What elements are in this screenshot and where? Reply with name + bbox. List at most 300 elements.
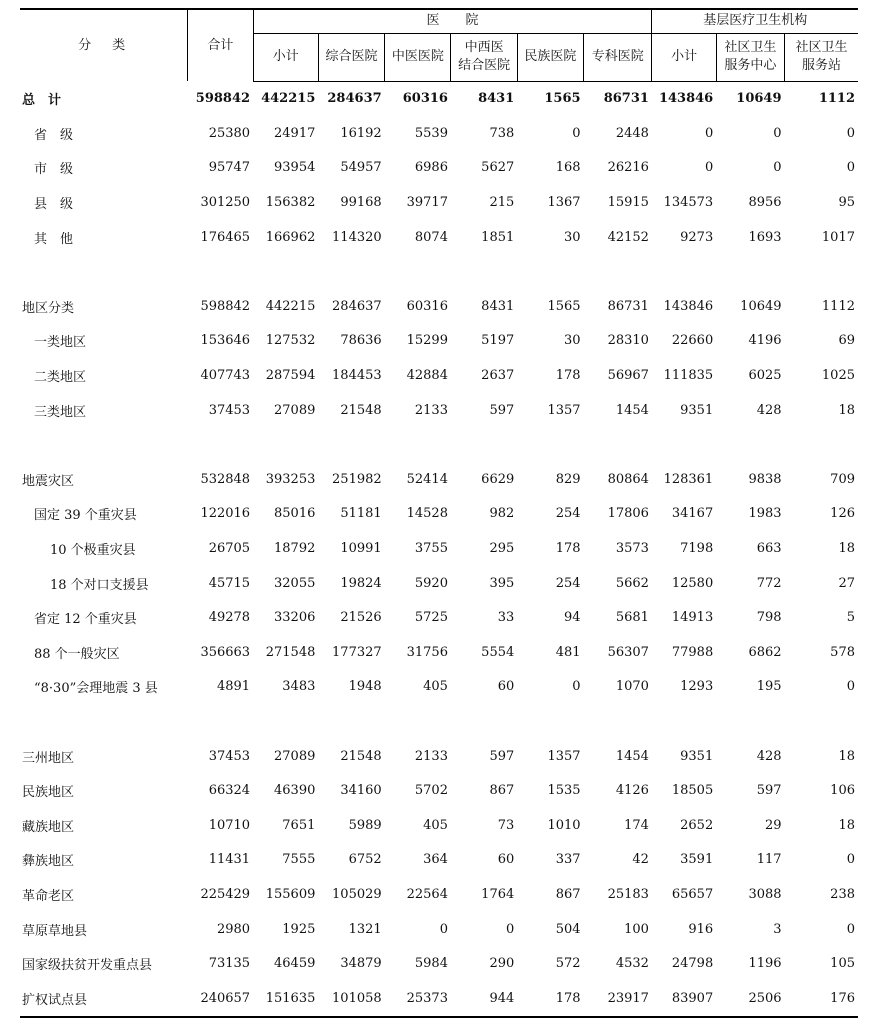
table-cell: 42 [632, 852, 649, 868]
table-cell: 442215 [265, 298, 316, 314]
table-cell: 9838 [748, 471, 782, 487]
table-cell: 598842 [200, 298, 251, 314]
header-hospital-col: 专科医院 [584, 33, 652, 81]
table-cell: 176465 [200, 229, 251, 245]
table-cell: 195 [756, 679, 782, 695]
table-cell: 1764 [481, 886, 515, 902]
table-cell: 21526 [340, 610, 382, 626]
table-cell: 798 [756, 610, 782, 626]
table-cell: 0 [846, 125, 855, 141]
table-cell: 254 [555, 506, 581, 522]
table-cell: 77988 [671, 644, 714, 660]
table-row [20, 324, 858, 359]
table-cell: 46390 [274, 783, 316, 799]
table-cell: 481 [555, 644, 581, 660]
table-cell: 225429 [200, 886, 251, 902]
table-cell: 1851 [481, 229, 515, 245]
row-label: 省 级 [34, 127, 74, 143]
table-cell: 45715 [208, 575, 251, 591]
table-row [20, 358, 858, 393]
table-cell: 5662 [615, 575, 649, 591]
table-cell: 143846 [663, 298, 714, 314]
table-cell: 1565 [547, 298, 581, 314]
table-cell: 301250 [200, 195, 251, 211]
table-cell: 95 [838, 195, 855, 211]
table-cell: 151635 [253, 981, 318, 1017]
table-cell: 1293 [680, 679, 714, 695]
table-cell: 0 [846, 921, 855, 937]
table-cell: 5197 [481, 333, 515, 349]
table-cell: 27 [838, 575, 855, 591]
table-cell: 11431 [208, 852, 251, 868]
header-hospital-group: 医 院 [253, 9, 652, 33]
row-label: 18 个对口支援县 [50, 577, 149, 593]
table-cell: 34160 [340, 783, 382, 799]
table-cell: 578 [830, 644, 855, 660]
table-cell: 8074 [414, 229, 448, 245]
table-cell: 364 [423, 852, 448, 868]
table-cell: 22564 [406, 886, 448, 902]
table-cell: 504 [555, 921, 581, 937]
table-cell: 597 [489, 748, 515, 764]
table-cell: 127532 [265, 333, 316, 349]
table-cell: 8431 [481, 298, 515, 314]
row-label: 国定 39 个重灾县 [34, 508, 137, 524]
table-cell: 33 [497, 610, 515, 626]
table-cell: 4196 [748, 333, 782, 349]
table-cell: 24798 [671, 956, 714, 972]
table-cell: 18792 [274, 541, 316, 557]
table-cell: 122016 [200, 506, 251, 522]
table-cell: 52414 [406, 471, 448, 487]
header-primary-col: 社区卫生 服务站 [785, 33, 858, 81]
header-hospital-col: 综合医院 [318, 33, 384, 81]
table-cell: 5681 [615, 610, 649, 626]
table-cell: 4891 [216, 679, 251, 695]
table-cell: 7198 [680, 541, 714, 557]
table-cell: 916 [688, 921, 714, 937]
table-row [20, 912, 858, 947]
table-cell: 663 [756, 541, 782, 557]
header-primary-col: 小计 [652, 33, 716, 81]
table-cell: 25380 [208, 125, 251, 141]
table-cell: 86731 [607, 298, 649, 314]
table-cell: 34167 [671, 506, 714, 522]
table-cell: 5539 [414, 125, 448, 141]
table-cell: 60316 [402, 91, 448, 107]
table-cell: 1321 [348, 921, 382, 937]
table-cell: 60 [497, 679, 515, 695]
table-cell: 3755 [414, 541, 448, 557]
table-cell: 14913 [671, 610, 714, 626]
table-cell: 0 [846, 160, 855, 176]
table-cell: 2980 [216, 921, 251, 937]
table-row [20, 289, 858, 324]
table-cell: 100 [624, 921, 649, 937]
row-label: 县 级 [34, 197, 74, 213]
header-primary-col: 社区卫生 服务中心 [716, 33, 784, 81]
row-label: “8·30”会理地震 3 县 [34, 681, 158, 697]
row-label: 三州地区 [22, 750, 75, 766]
table-row [20, 81, 858, 116]
table-cell: 240657 [188, 981, 253, 1017]
table-cell: 42884 [406, 368, 448, 384]
table-cell: 46459 [274, 956, 316, 972]
table-cell: 56307 [607, 644, 649, 660]
table-cell: 287594 [265, 368, 316, 384]
header-category: 分 类 [20, 9, 188, 81]
table-row [20, 670, 858, 705]
table-cell: 26216 [607, 160, 649, 176]
table-cell: 105029 [332, 886, 382, 902]
table-cell: 73 [497, 817, 515, 833]
table-cell: 17806 [607, 506, 649, 522]
table-cell: 295 [489, 541, 515, 557]
table-cell: 0 [846, 852, 855, 868]
table-cell: 18 [838, 402, 855, 418]
table-cell: 2133 [414, 748, 448, 764]
row-label: 其 他 [34, 231, 74, 247]
header-total: 合计 [188, 9, 253, 81]
table-cell: 176 [785, 981, 858, 1017]
table-cell: 3088 [748, 886, 782, 902]
table-body [20, 81, 858, 1017]
table-row [20, 497, 858, 532]
table-cell: 5 [846, 610, 855, 626]
row-label: 10 个极重灾县 [50, 543, 136, 559]
table-cell: 2133 [414, 402, 448, 418]
table-cell: 428 [756, 748, 782, 764]
header-hospital-col: 小计 [253, 33, 318, 81]
row-label: 地区分类 [22, 300, 75, 316]
table-row [20, 739, 858, 774]
table-row [20, 946, 858, 981]
table-cell: 1357 [547, 748, 581, 764]
spacer-row [20, 254, 858, 289]
table-cell: 30 [564, 229, 581, 245]
table-cell: 1196 [748, 956, 782, 972]
table-cell: 65657 [671, 886, 714, 902]
table-cell: 73135 [208, 956, 251, 972]
table-cell: 5984 [414, 956, 448, 972]
table-cell: 37453 [208, 402, 251, 418]
table-row [20, 566, 858, 601]
table-cell: 1983 [748, 506, 782, 522]
table-cell: 23917 [584, 981, 652, 1017]
table-cell: 572 [555, 956, 581, 972]
row-label: 省定 12 个重灾县 [34, 612, 137, 628]
table-cell: 5920 [414, 575, 448, 591]
table-cell: 18 [838, 748, 855, 764]
table-cell: 126 [830, 506, 855, 522]
table-cell: 33206 [274, 610, 316, 626]
table-cell: 597 [489, 402, 515, 418]
table-cell: 10649 [740, 298, 782, 314]
table-cell: 37453 [208, 748, 251, 764]
table-cell: 1454 [615, 402, 649, 418]
table-cell: 12580 [671, 575, 714, 591]
table-row [20, 462, 858, 497]
table-cell: 8956 [748, 195, 782, 211]
table-cell: 215 [489, 195, 515, 211]
table-cell: 56967 [607, 368, 649, 384]
table-cell: 95747 [208, 160, 251, 176]
table-cell: 105 [830, 956, 855, 972]
table-row [20, 808, 858, 843]
table-cell: 7555 [282, 852, 316, 868]
table-cell: 9351 [680, 748, 714, 764]
table-cell: 6986 [414, 160, 448, 176]
table-cell: 0 [773, 160, 782, 176]
row-label: 一类地区 [34, 335, 87, 351]
table-cell: 10649 [736, 91, 782, 107]
table-cell: 10991 [340, 541, 382, 557]
table-row [20, 151, 858, 186]
table-cell: 1112 [821, 298, 855, 314]
table-cell: 5627 [481, 160, 515, 176]
table-cell: 34879 [340, 956, 382, 972]
row-label: 总 计 [22, 93, 62, 109]
table-cell: 5725 [414, 610, 448, 626]
table-cell: 21548 [340, 748, 382, 764]
table-cell: 867 [555, 886, 581, 902]
table-row [20, 773, 858, 808]
table-cell: 111835 [663, 368, 714, 384]
table-cell: 6752 [348, 852, 382, 868]
table-row [20, 531, 858, 566]
table-cell: 60 [497, 852, 515, 868]
row-label: 地震灾区 [22, 473, 75, 489]
table-cell: 405 [423, 817, 448, 833]
table-cell: 14528 [406, 506, 448, 522]
table-cell: 2637 [481, 368, 515, 384]
table-cell: 1693 [748, 229, 782, 245]
table-cell: 1112 [818, 91, 855, 107]
table-row [20, 981, 858, 1017]
table-cell: 54957 [340, 160, 382, 176]
table-cell: 1010 [547, 817, 581, 833]
table-cell: 0 [773, 125, 782, 141]
spacer-row [20, 427, 858, 462]
table-cell: 2448 [615, 125, 649, 141]
table-cell: 10710 [208, 817, 251, 833]
table-cell: 7651 [282, 817, 316, 833]
table-cell: 27089 [274, 402, 316, 418]
spacer-row [20, 704, 858, 739]
table-cell: 284637 [332, 298, 382, 314]
table-cell: 0 [572, 125, 581, 141]
table-cell: 19824 [340, 575, 382, 591]
table-cell: 393253 [265, 471, 316, 487]
table-cell: 395 [489, 575, 515, 591]
table-cell: 51181 [340, 506, 382, 522]
table-cell: 18 [838, 817, 855, 833]
table-cell: 83907 [652, 981, 716, 1017]
table-cell: 128361 [663, 471, 714, 487]
table-cell: 709 [830, 471, 855, 487]
table-cell: 598842 [195, 91, 251, 107]
table-cell: 101058 [318, 981, 384, 1017]
table-cell: 1070 [615, 679, 649, 695]
table-cell: 93954 [274, 160, 316, 176]
row-label: 藏族地区 [22, 819, 75, 835]
table-cell: 177327 [332, 644, 382, 660]
table-cell: 166962 [265, 229, 316, 245]
table-cell: 405 [423, 679, 448, 695]
table-cell: 114320 [332, 229, 382, 245]
table-cell: 1367 [547, 195, 581, 211]
table-cell: 271548 [265, 644, 316, 660]
table-cell: 5989 [348, 817, 382, 833]
table-cell: 94 [564, 610, 581, 626]
table-cell: 597 [756, 783, 782, 799]
table-cell: 738 [489, 125, 515, 141]
table-cell: 66324 [208, 783, 251, 799]
table-cell: 106 [830, 783, 855, 799]
table-cell: 15299 [406, 333, 448, 349]
table-cell: 49278 [208, 610, 251, 626]
table-cell: 184453 [332, 368, 382, 384]
header-primary-group: 基层医疗卫生机构 [652, 9, 858, 33]
table-cell: 168 [555, 160, 581, 176]
table-cell: 0 [846, 679, 855, 695]
table-cell: 238 [830, 886, 855, 902]
table-cell: 0 [572, 679, 581, 695]
table-cell: 143846 [658, 91, 714, 107]
table-cell: 174 [624, 817, 649, 833]
table-cell: 356663 [200, 644, 251, 660]
table-cell: 80864 [607, 471, 649, 487]
table-cell: 78636 [340, 333, 382, 349]
table-cell: 30 [564, 333, 581, 349]
table-cell: 21548 [340, 402, 382, 418]
table-cell: 155609 [265, 886, 316, 902]
table-cell: 6025 [748, 368, 782, 384]
table-cell: 27089 [274, 748, 316, 764]
table-cell: 3 [773, 921, 782, 937]
table-cell: 2652 [680, 817, 714, 833]
table-cell: 60316 [406, 298, 448, 314]
table-cell: 772 [756, 575, 782, 591]
table-cell: 1025 [821, 368, 855, 384]
table-cell: 2506 [716, 981, 784, 1017]
row-label: 市 级 [34, 162, 74, 178]
table-cell: 15915 [607, 195, 649, 211]
table-cell: 28310 [607, 333, 649, 349]
table-row [20, 185, 858, 220]
row-label: 88 个一般灾区 [34, 646, 120, 662]
table-cell: 6862 [748, 644, 782, 660]
table-cell: 3573 [615, 541, 649, 557]
table-cell: 178 [517, 981, 583, 1017]
header-hospital-col: 中医医院 [385, 33, 451, 81]
table-cell: 85016 [274, 506, 316, 522]
table-cell: 1454 [615, 748, 649, 764]
table-cell: 6629 [481, 471, 515, 487]
table-cell: 0 [439, 921, 448, 937]
table-cell: 29 [764, 817, 782, 833]
table-cell: 25183 [607, 886, 649, 902]
table-cell: 1357 [547, 402, 581, 418]
table-row [20, 635, 858, 670]
table-cell: 86731 [603, 91, 649, 107]
row-label: 二类地区 [34, 370, 87, 386]
header-hospital-col: 民族医院 [517, 33, 583, 81]
table-cell: 25373 [385, 981, 451, 1017]
table-cell: 31756 [406, 644, 448, 660]
table-cell: 0 [505, 921, 515, 937]
table-cell: 254 [555, 575, 581, 591]
row-label: 扩权试点县 [20, 981, 188, 1017]
table-cell: 829 [555, 471, 581, 487]
table-cell: 1948 [348, 679, 382, 695]
table-cell: 1017 [821, 229, 855, 245]
table-cell: 153646 [200, 333, 251, 349]
table-cell: 867 [489, 783, 515, 799]
header-hospital-col: 中西医 结合医院 [451, 33, 517, 81]
table-cell: 0 [704, 160, 714, 176]
table-cell: 284637 [327, 91, 382, 107]
table-cell: 3591 [680, 852, 714, 868]
row-label: 彝族地区 [22, 854, 75, 870]
table-cell: 32055 [274, 575, 316, 591]
table-cell: 26705 [208, 541, 251, 557]
table-cell: 134573 [663, 195, 714, 211]
table-cell: 69 [838, 333, 855, 349]
statistics-table [20, 8, 858, 1018]
table-cell: 1565 [544, 91, 581, 107]
table-cell: 251982 [332, 471, 382, 487]
table-cell: 1925 [282, 921, 316, 937]
table-row [20, 843, 858, 878]
table-cell: 9351 [680, 402, 714, 418]
row-label: 三类地区 [34, 404, 87, 420]
table-cell: 156382 [265, 195, 316, 211]
table-cell: 337 [555, 852, 581, 868]
table-cell: 18 [838, 541, 855, 557]
table-cell: 982 [489, 506, 515, 522]
table-cell: 407743 [200, 368, 251, 384]
table-cell: 16192 [340, 125, 382, 141]
table-cell: 42152 [607, 229, 649, 245]
row-label: 民族地区 [22, 785, 75, 801]
table-cell: 22660 [671, 333, 714, 349]
table-cell: 3483 [282, 679, 316, 695]
table-row [20, 220, 858, 255]
table-cell: 944 [451, 981, 517, 1017]
row-label: 国家级扶贫开发重点县 [22, 958, 153, 974]
table-cell: 8431 [478, 91, 515, 107]
table-cell: 5554 [481, 644, 515, 660]
table-cell: 0 [704, 125, 714, 141]
table-cell: 39717 [406, 195, 448, 211]
row-label: 革命老区 [22, 888, 75, 904]
table-cell: 532848 [200, 471, 251, 487]
table-cell: 117 [756, 852, 782, 868]
table-row [20, 393, 858, 428]
table-cell: 24917 [274, 125, 316, 141]
table-row [20, 116, 858, 151]
table-cell: 442215 [261, 91, 316, 107]
table-cell: 178 [555, 541, 581, 557]
table-row [20, 600, 858, 635]
table-row [20, 877, 858, 912]
table-cell: 99168 [340, 195, 382, 211]
table-cell: 1535 [547, 783, 581, 799]
row-label: 草原草地县 [22, 923, 88, 939]
table-cell: 4532 [615, 956, 649, 972]
table-cell: 18505 [671, 783, 714, 799]
